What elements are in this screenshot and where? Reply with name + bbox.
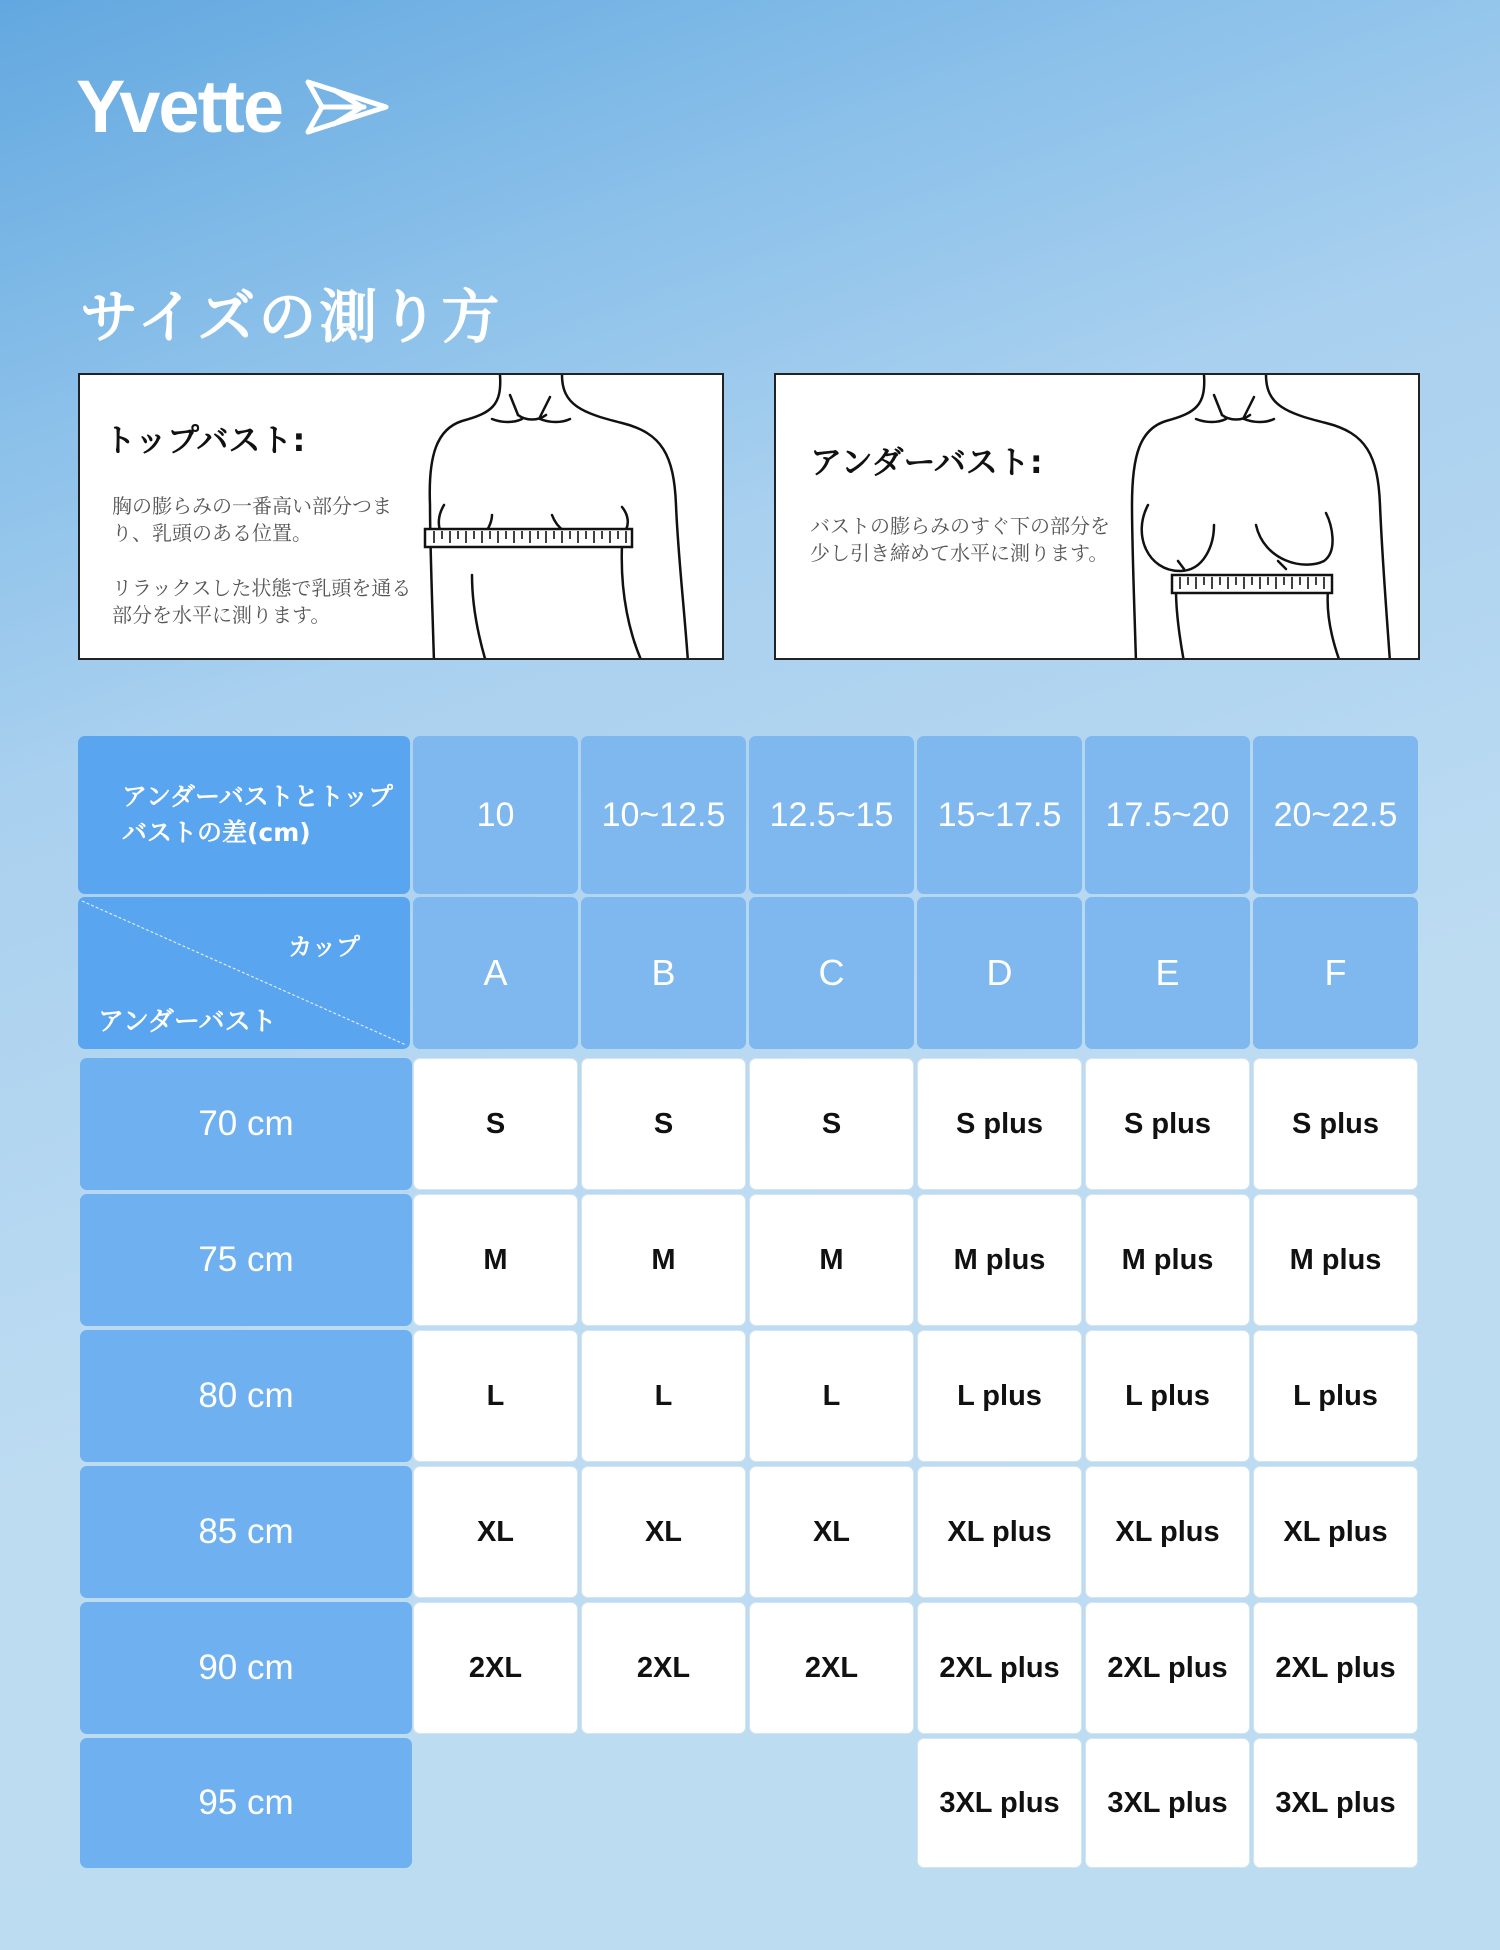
top-bust-text-1: 胸の膨らみの一番高い部分つまり、乳頭のある位置。 [112,494,392,545]
cup-c: C [749,897,914,1049]
size-cell: XL plus [917,1466,1082,1598]
top-bust-heading: トップバスト: [104,421,306,459]
under-bust-text: バストの膨らみのすぐ下の部分を少し引き締めて水平に測ります。 [810,514,1110,565]
size-cell: XL plus [1253,1466,1418,1598]
size-cell: S [749,1058,914,1190]
cup-label: カップ [288,933,360,961]
diff-value-6: 20~22.5 [1253,736,1418,894]
size-cell: 3XL plus [917,1738,1082,1868]
under-bust-70: 70 cm [80,1058,412,1190]
size-cell: L plus [917,1330,1082,1462]
size-cell: M plus [1253,1194,1418,1326]
diff-value-2: 10~12.5 [581,736,746,894]
top-bust-text-2: リラックスした状態で乳頭を通る部分を水平に測ります。 [112,576,412,627]
size-cell: L plus [1085,1330,1250,1462]
under-bust-85: 85 cm [80,1466,412,1598]
page-title: サイズの測り方 [80,283,503,351]
size-cell: M plus [1085,1194,1250,1326]
under-bust-90: 90 cm [80,1602,412,1734]
cup-e: E [1085,897,1250,1049]
under-bust-card [774,373,1420,660]
size-cell: 3XL plus [1253,1738,1418,1868]
size-cell: XL [749,1466,914,1598]
cup-d: D [917,897,1082,1049]
size-cell: M [749,1194,914,1326]
top-bust-card [78,373,724,660]
torso-top-bust-measure-icon [422,375,722,660]
size-cell: M [581,1194,746,1326]
under-bust-75: 75 cm [80,1194,412,1326]
size-cell: 2XL [413,1602,578,1734]
diff-value-4: 15~17.5 [917,736,1082,894]
under-bust-95: 95 cm [80,1738,412,1868]
size-cell: L [413,1330,578,1462]
size-cell: XL [581,1466,746,1598]
size-cell: 2XL [749,1602,914,1734]
diff-value-1: 10 [413,736,578,894]
size-cell: S [581,1058,746,1190]
brand-logo [76,65,390,148]
paper-plane-arrow-icon [304,78,390,136]
under-bust-80: 80 cm [80,1330,412,1462]
cup-b: B [581,897,746,1049]
size-cell: 2XL plus [1085,1602,1250,1734]
under-bust-heading: アンダーバスト: [810,443,1043,481]
size-cell: M [413,1194,578,1326]
size-cell: 2XL [581,1602,746,1734]
torso-under-bust-measure-icon [1118,375,1418,660]
size-cell: XL [413,1466,578,1598]
size-cell: L [581,1330,746,1462]
diff-value-5: 17.5~20 [1085,736,1250,894]
size-cell: S [413,1058,578,1190]
difference-header: アンダーバストとトップバストの差(cm) [78,736,410,894]
brand-name: Yvette [76,65,283,148]
under-bust-label: アンダーバスト [98,1007,277,1037]
size-cell: 2XL plus [917,1602,1082,1734]
cup-a: A [413,897,578,1049]
size-cell: L plus [1253,1330,1418,1462]
size-cell: S plus [1085,1058,1250,1190]
cup-f: F [1253,897,1418,1049]
diff-value-3: 12.5~15 [749,736,914,894]
size-cell: M plus [917,1194,1082,1326]
size-cell: 2XL plus [1253,1602,1418,1734]
size-cell: S plus [1253,1058,1418,1190]
size-cell: S plus [917,1058,1082,1190]
size-cell: L [749,1330,914,1462]
size-cell: XL plus [1085,1466,1250,1598]
cup-under-corner [78,897,410,1049]
size-cell: 3XL plus [1085,1738,1250,1868]
